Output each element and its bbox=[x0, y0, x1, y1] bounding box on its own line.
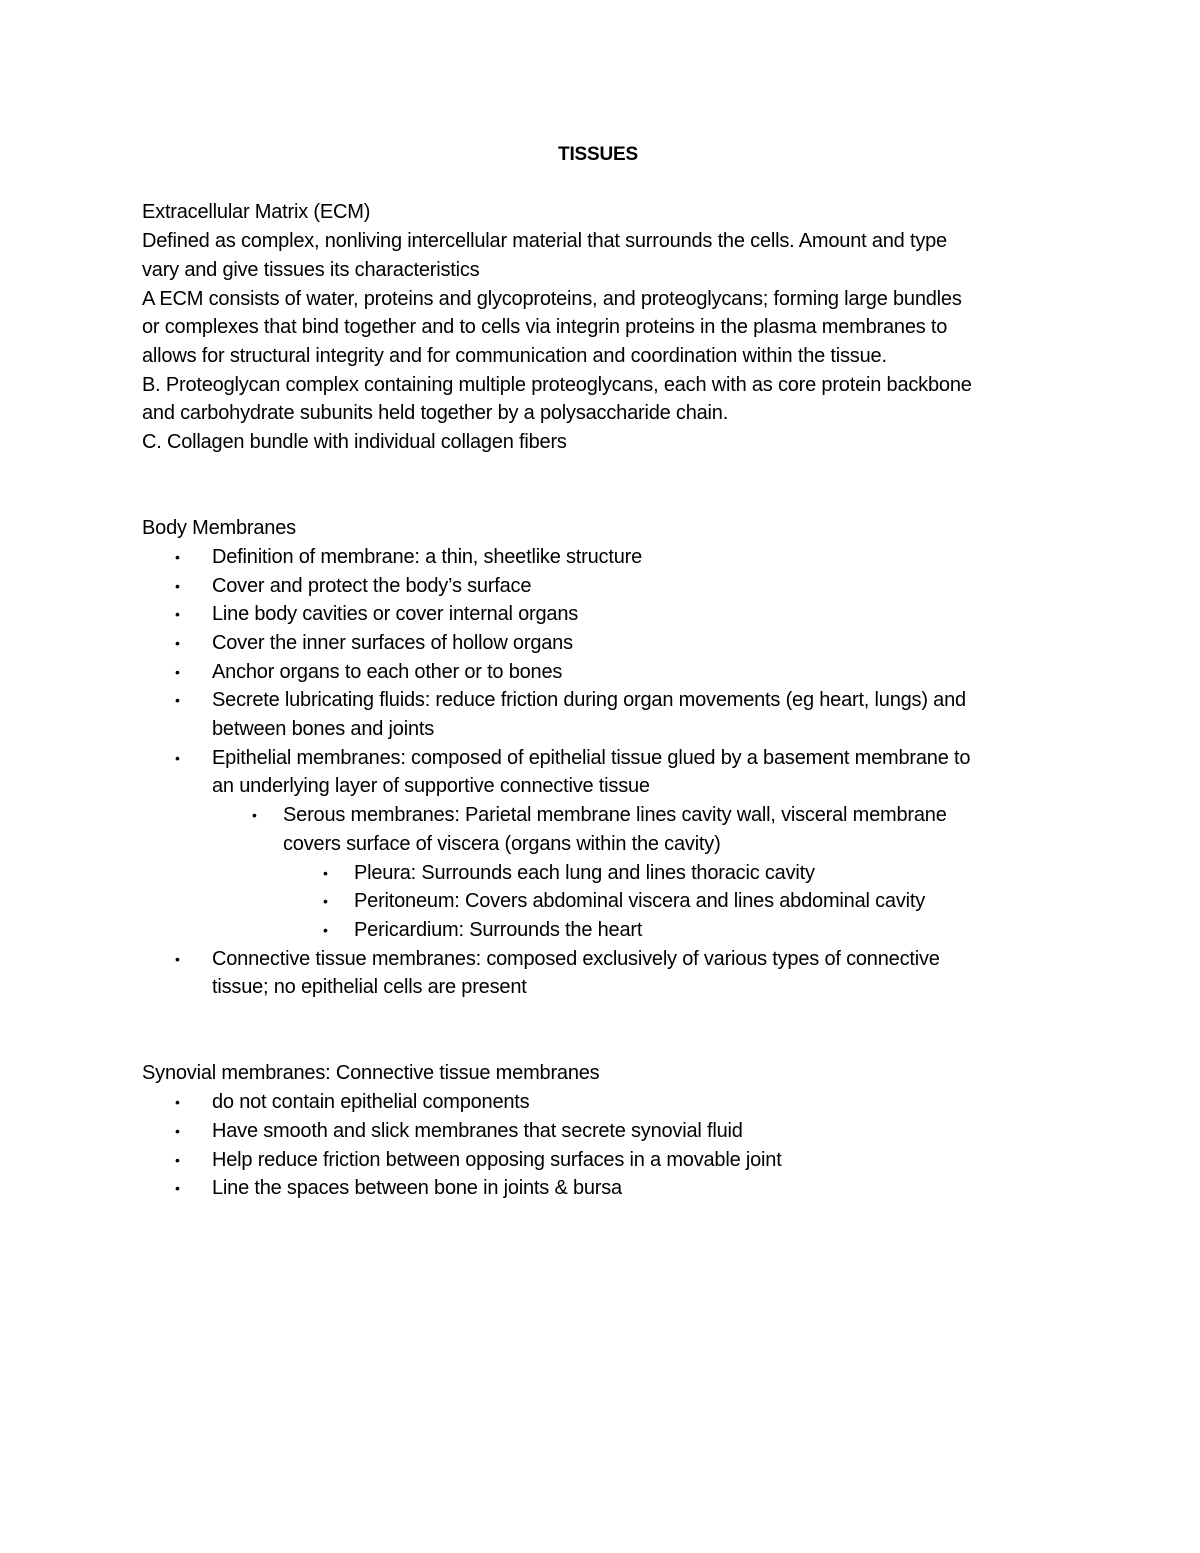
list-item bbox=[142, 543, 1072, 572]
list-item-text: Peritoneum: Covers abdominal viscera and lines abdominal cavity bbox=[354, 890, 926, 913]
bullet-icon: • bbox=[175, 749, 180, 766]
bullet-icon: • bbox=[175, 663, 180, 680]
synovial-section bbox=[142, 1059, 1072, 1203]
list-item-text: Cover the inner surfaces of hollow organs bbox=[212, 631, 573, 654]
list-item bbox=[212, 801, 1072, 945]
list-item-text: do not contain epithelial components bbox=[212, 1091, 530, 1114]
list-item bbox=[142, 945, 1072, 1002]
body-membranes-list bbox=[142, 543, 1072, 1002]
list-item bbox=[142, 744, 1072, 945]
list-item-text: Epithelial membranes: composed of epithelial tissue glued by a basement membrane to bbox=[212, 746, 971, 769]
list-item bbox=[142, 572, 1072, 601]
ecm-line: vary and give tissues its characteristics bbox=[142, 258, 480, 281]
list-item-text: Serous membranes: Parietal membrane lines cavity wall, visceral membrane bbox=[283, 804, 947, 827]
synovial-list bbox=[142, 1088, 1072, 1203]
list-item-text: Connective tissue membranes: composed exclusively of various types of connective bbox=[212, 947, 940, 970]
list-item bbox=[142, 1146, 1072, 1175]
bullet-icon: • bbox=[175, 1094, 180, 1111]
body-membranes-section bbox=[142, 514, 1072, 1002]
ecm-line: A ECM consists of water, proteins and glycoproteins, and proteoglycans; forming large bundles bbox=[142, 287, 962, 310]
ecm-line: C. Collagen bundle with individual collagen fibers bbox=[142, 431, 567, 454]
list-item bbox=[142, 629, 1072, 658]
bullet-icon: • bbox=[323, 864, 328, 881]
list-item-text: between bones and joints bbox=[212, 718, 435, 741]
list-item-text: Help reduce friction between opposing surfaces in a movable joint bbox=[212, 1148, 782, 1171]
synovial-heading: Synovial membranes: Connective tissue membranes bbox=[142, 1062, 600, 1085]
list-item bbox=[283, 887, 1072, 916]
list-item bbox=[142, 686, 1072, 743]
ecm-line: allows for structural integrity and for communication and coordination within the tissue. bbox=[142, 344, 887, 367]
list-item bbox=[142, 1174, 1072, 1203]
nested-list bbox=[212, 801, 1072, 945]
list-item-text: Definition of membrane: a thin, sheetlike structure bbox=[212, 545, 643, 568]
list-item-text: covers surface of viscera (organs within the cavity) bbox=[283, 832, 721, 855]
section-spacer bbox=[142, 457, 1072, 514]
ecm-line: or complexes that bind together and to cells via integrin proteins in the plasma membranes to bbox=[142, 316, 948, 339]
bullet-icon: • bbox=[175, 634, 180, 651]
ecm-line: Defined as complex, nonliving intercellular material that surrounds the cells. Amount and type bbox=[142, 230, 947, 253]
list-item bbox=[142, 1117, 1072, 1146]
list-item bbox=[142, 1088, 1072, 1117]
list-item bbox=[283, 916, 1072, 945]
list-item-text: Pericardium: Surrounds the heart bbox=[354, 918, 643, 941]
bullet-icon: • bbox=[175, 692, 180, 709]
list-item-text: Pleura: Surrounds each lung and lines thoracic cavity bbox=[354, 861, 815, 884]
bullet-icon: • bbox=[252, 807, 257, 824]
ecm-line: and carbohydrate subunits held together by a polysaccharide chain. bbox=[142, 402, 729, 425]
bullet-icon: • bbox=[323, 921, 328, 938]
ecm-line: B. Proteoglycan complex containing multiple proteoglycans, each with as core protein backbone bbox=[142, 373, 972, 396]
section-spacer bbox=[142, 1002, 1072, 1059]
bullet-icon: • bbox=[175, 1180, 180, 1197]
list-item-text: Line the spaces between bone in joints & bursa bbox=[212, 1177, 622, 1200]
list-item-text: Have smooth and slick membranes that secrete synovial fluid bbox=[212, 1119, 743, 1142]
list-item-text: tissue; no epithelial cells are present bbox=[212, 976, 527, 999]
page-title: TISSUES bbox=[558, 144, 638, 165]
list-item-text: Line body cavities or cover internal organs bbox=[212, 603, 579, 626]
nested-list bbox=[283, 859, 1072, 945]
list-item-text: Secrete lubricating fluids: reduce friction during organ movements (eg heart, lungs) and bbox=[212, 689, 966, 712]
list-item-text: an underlying layer of supportive connective tissue bbox=[212, 775, 650, 798]
list-item bbox=[283, 859, 1072, 888]
bullet-icon: • bbox=[175, 577, 180, 594]
list-item-text: Cover and protect the body’s surface bbox=[212, 574, 532, 597]
ecm-section bbox=[142, 198, 1072, 456]
body-membranes-heading: Body Membranes bbox=[142, 517, 296, 540]
bullet-icon: • bbox=[175, 1151, 180, 1168]
list-item bbox=[142, 658, 1072, 687]
list-item bbox=[142, 600, 1072, 629]
bullet-icon: • bbox=[175, 950, 180, 967]
list-item-text: Anchor organs to each other or to bones bbox=[212, 660, 563, 683]
bullet-icon: • bbox=[175, 548, 180, 565]
bullet-icon: • bbox=[175, 606, 180, 623]
bullet-icon: • bbox=[323, 893, 328, 910]
bullet-icon: • bbox=[175, 1122, 180, 1139]
document-body bbox=[142, 141, 1072, 1203]
ecm-heading: Extracellular Matrix (ECM) bbox=[142, 201, 371, 224]
